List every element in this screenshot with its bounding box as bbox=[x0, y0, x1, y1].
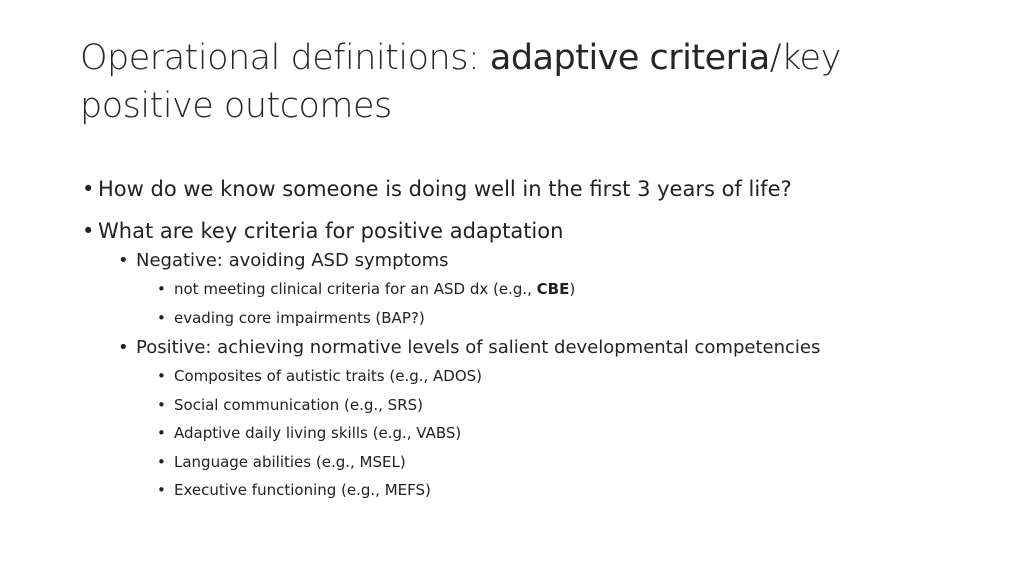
bullet-dot: • bbox=[82, 219, 95, 243]
sub-sub-bullet-text-bold: CBE bbox=[536, 280, 570, 298]
bullet-item bbox=[80, 174, 1000, 204]
sub-sub-bullet-text: Language abilities (e.g., MSEL) bbox=[174, 452, 406, 471]
sub-sub-bullet-item bbox=[80, 394, 1000, 416]
bullet-dot: • bbox=[157, 280, 166, 298]
sub-sub-bullet-item bbox=[80, 422, 1000, 444]
sub-bullet-text: Positive: achieving normative levels of salient developmental competencies bbox=[136, 337, 821, 358]
bullet-dot: • bbox=[157, 481, 166, 499]
bullet-dot: • bbox=[157, 424, 166, 442]
sub-bullet-text: Negative: avoiding ASD symptoms bbox=[136, 250, 449, 271]
title-prefix: Operational definitions: bbox=[80, 38, 490, 78]
sub-sub-bullet-text: evading core impairments (BAP?) bbox=[174, 308, 425, 327]
bullet-item bbox=[80, 216, 1000, 246]
bullet-dot: • bbox=[157, 395, 166, 414]
sub-sub-bullet-item bbox=[80, 278, 1000, 300]
sub-sub-bullet-text: Social communication (e.g., SRS) bbox=[174, 395, 424, 414]
bullet-dot: • bbox=[118, 337, 129, 358]
sub-sub-bullet-item bbox=[80, 365, 1000, 387]
sub-sub-bullet-text-pre: not meeting clinical criteria for an ASD dx (e.g., bbox=[174, 280, 537, 298]
sub-sub-bullet-text-post: ) bbox=[569, 280, 576, 298]
sub-bullet-item bbox=[80, 335, 1000, 361]
bullet-text: How do we know someone is doing well in the first 3 years of life? bbox=[98, 177, 792, 201]
sub-sub-bullet-item bbox=[80, 451, 1000, 473]
sub-sub-bullet-text: Executive functioning (e.g., MEFS) bbox=[174, 481, 431, 499]
sub-sub-bullet-text: Composites of autistic traits (e.g., ADOS) bbox=[174, 367, 483, 385]
title-line2: positive outcomes bbox=[80, 86, 392, 126]
bullet-text: What are key criteria for positive adaptation bbox=[98, 219, 564, 243]
bullet-dot: • bbox=[157, 452, 166, 471]
bullet-dot: • bbox=[157, 308, 166, 327]
bullet-dot: • bbox=[118, 250, 129, 271]
bullet-list bbox=[80, 174, 1000, 508]
title-emphasis: adaptive criteria bbox=[489, 38, 770, 78]
sub-sub-bullet-text: Adaptive daily living skills (e.g., VABS) bbox=[174, 424, 462, 442]
title-suffix: /key bbox=[769, 38, 841, 78]
bullet-dot: • bbox=[82, 177, 95, 201]
slide-title bbox=[80, 34, 980, 130]
sub-sub-bullet-item bbox=[80, 479, 1000, 501]
sub-sub-bullet-item bbox=[80, 307, 1000, 329]
bullet-dot: • bbox=[157, 367, 166, 385]
sub-bullet-item bbox=[80, 248, 1000, 274]
